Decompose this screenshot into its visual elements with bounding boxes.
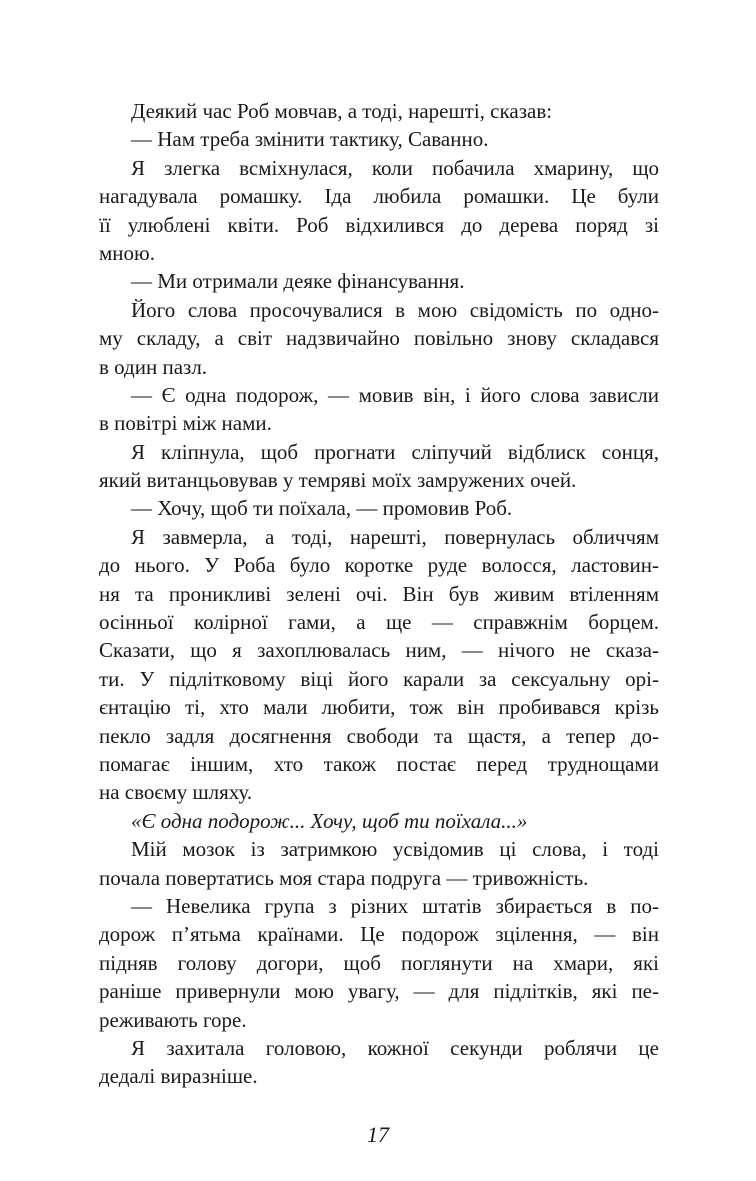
text-line: — Ми отримали деяке фінансування. xyxy=(131,269,465,294)
text-line: Деякий час Роб мовчав, а тоді, нарешті, сказав: xyxy=(131,99,553,123)
text-line: — Нам треба змінити тактику, Саванно. xyxy=(131,127,489,152)
text-line: раніше привернули мою увагу, — для підлітків, які пе- xyxy=(99,979,659,1004)
paragraph xyxy=(99,296,659,381)
text-line: який витанцьовував у темряві моїх замружених очей. xyxy=(99,468,577,493)
page-body-text xyxy=(99,97,659,1091)
text-line: помагає іншим, хто також постає перед труднощами xyxy=(99,751,659,776)
text-line: дедалі виразніше. xyxy=(99,1064,258,1089)
text-line: му складу, а світ надзвичайно повільно знову складався xyxy=(99,326,659,351)
paragraph xyxy=(99,494,659,522)
text-line: «Є одна подорож... Хочу, щоб ти поїхала...» xyxy=(131,808,528,833)
text-line: мною. xyxy=(99,240,155,265)
paragraph xyxy=(99,267,659,295)
text-line: осінньої колірної гами, а ще — справжнім борцем. xyxy=(99,610,659,635)
paragraph xyxy=(99,154,659,268)
paragraph xyxy=(99,125,659,153)
text-line: Я кліпнула, щоб прогнати сліпучий відблиск сонця, xyxy=(131,439,659,464)
text-line: єнтацію ті, хто мали любити, тож він пробивався крізь xyxy=(99,695,659,720)
text-line: ти. У підлітковому віці його карали за сексуальну орі- xyxy=(99,666,659,691)
text-line: на своєму шляху. xyxy=(99,780,253,805)
text-line: Я захитала головою, кожної секунди роблячи це xyxy=(131,1035,659,1060)
text-line: підняв голову догори, щоб поглянути на хмари, які xyxy=(99,950,659,975)
text-line: Я злегка всміхнулася, коли побачила хмарину, що xyxy=(131,155,659,180)
text-line: Сказати, що я захоплювалась ним, — нічого не сказа- xyxy=(99,638,659,663)
text-line: реживають горе. xyxy=(99,1007,247,1032)
text-line: до нього. У Роба було коротке руде волосся, ластовин- xyxy=(99,553,659,578)
paragraph xyxy=(99,381,659,438)
text-line: нагадувала ромашку. Іда любила ромашки. Це були xyxy=(99,184,659,209)
page-number: 17 xyxy=(367,1122,389,1147)
text-line: Його слова просочувалися в мою свідомість по одно- xyxy=(131,297,659,322)
text-line: ня та проникливі зелені очі. Він був живим втіленням xyxy=(99,581,659,606)
paragraph xyxy=(99,892,659,1034)
text-line: дорож п’ятьма країнами. Це подорож зцілення, — він xyxy=(99,922,659,947)
paragraph xyxy=(99,438,659,495)
text-line: — Є одна подорож, — мовив він, і його слова зависли xyxy=(131,382,659,407)
text-line: в один пазл. xyxy=(99,354,208,379)
text-line: її улюблені квіти. Роб відхилився до дерева поряд зі xyxy=(99,212,659,237)
paragraph xyxy=(99,97,659,125)
paragraph xyxy=(99,523,659,807)
text-line: — Хочу, щоб ти поїхала, — промовив Роб. xyxy=(131,496,513,521)
text-line: — Невелика група з різних штатів збирається в по- xyxy=(131,893,659,918)
paragraph xyxy=(99,807,659,835)
text-line: пекло задля досягнення свободи та щастя, а тепер до- xyxy=(99,723,659,748)
text-line: в повітрі між нами. xyxy=(99,411,272,436)
text-line: почала повертатись моя стара подруга — тривожність. xyxy=(99,865,589,890)
paragraph xyxy=(99,835,659,892)
text-line: Я завмерла, а тоді, нарешті, повернулась обличчям xyxy=(131,524,659,549)
text-line: Мій мозок із затримкою усвідомив ці слова, і тоді xyxy=(131,837,659,862)
paragraph xyxy=(99,1034,659,1091)
